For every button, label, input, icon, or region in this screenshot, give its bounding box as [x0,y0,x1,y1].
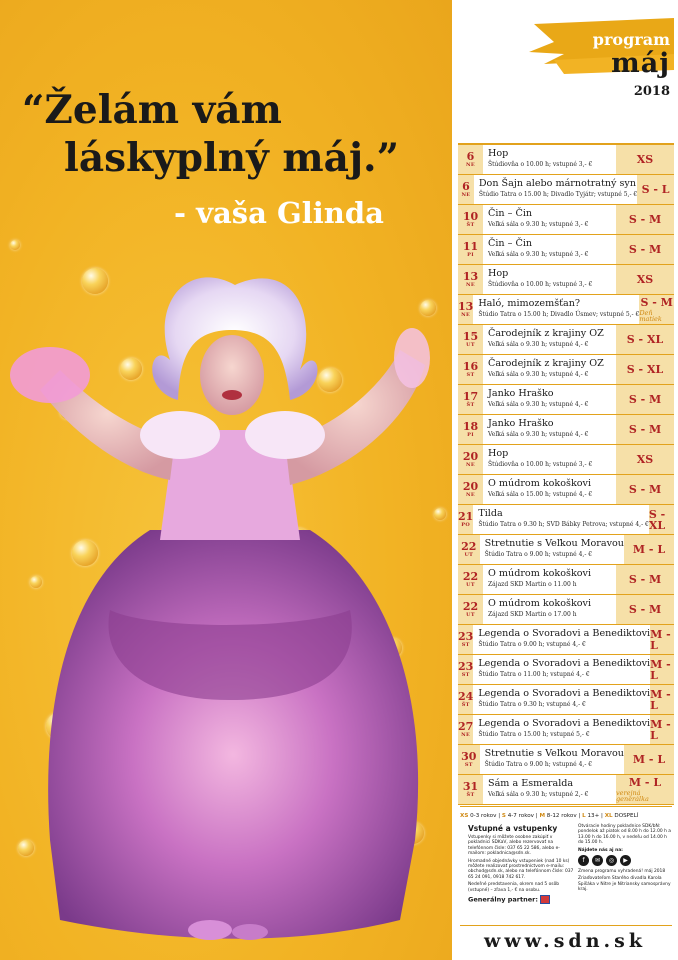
event-weekday: NE [466,492,475,498]
event-date [458,775,483,804]
program-row [458,445,674,475]
program-row [458,175,674,205]
event-age-range: XS [636,153,654,166]
event-day: 20 [462,480,479,493]
legend-key-xl: XL [604,813,613,819]
event-weekday: ST [466,372,475,378]
event-info [483,385,616,414]
hours-paragraph: Otváracie hodiny pokladnice SDK/bN: pondelok až piatok od 8.00 h do 12.00 h a 13.00 h do 16.00 h, v nedeľu od 14.00 h do 15.00 h. [578,824,671,846]
event-weekday: ST [461,672,470,678]
event-info [480,535,624,564]
event-title: Haló, mimozemšťan? [478,298,581,309]
event-age [637,175,674,204]
event-age [616,775,674,804]
event-detail: Veľká sála o 9.30 h; vstupné 3,- € [488,251,589,258]
event-note: Deň matiek [639,308,662,323]
event-detail: Veľká sála o 9.30 h; vstupné 4,- € [488,401,589,408]
event-age [650,715,674,744]
event-date [458,265,483,294]
legend-text-s: 4-7 rokov [507,813,534,819]
event-day: 27 [458,720,474,733]
event-age [616,235,674,264]
event-date [458,625,473,654]
program-row [458,595,674,625]
event-day: 17 [462,390,479,403]
event-day: 31 [462,780,479,793]
program-row [458,505,674,535]
event-info [483,475,616,504]
event-date [458,355,483,384]
event-date [458,595,483,624]
event-age-range: S - M [628,243,662,256]
event-info [483,775,616,804]
event-date [458,565,483,594]
event-detail: Štúdio Tatra o 9.30 h; vstupné 4,- € [478,701,586,708]
event-title: Tilda [478,508,503,519]
event-age-range: S - M [628,393,662,406]
event-date [458,415,483,444]
event-day: 22 [462,570,479,583]
event-info [483,145,616,174]
event-info [473,685,650,714]
event-age [616,355,674,384]
event-title: Stretnutie s Veľkou Moravou [484,538,624,549]
badge-year: 2018 [633,84,670,99]
event-age-range: S - M [640,295,673,309]
event-detail: Štúdio Tatra o 15.00 h; Divadlo Úsmev; vstupné 5,- € [478,311,640,318]
event-age [616,445,674,474]
program-row [458,325,674,355]
event-weekday: NE [466,282,475,288]
headline-line-1: “Želám vám [22,87,282,133]
event-date [458,745,480,774]
event-title: Janko Hraško [488,388,554,399]
event-age-range: S - L [641,183,670,196]
program-row [458,655,674,685]
event-day: 6 [462,180,470,193]
tickets-paragraph: Hromadné objednávky vstupeniek (nad 10 ks) môžete realizovať prostredníctvom e-mailu: obchod@sdn.sk, alebo na telefónnom čísle: 037 65 24 091, 0918 742 617. [468,858,574,880]
event-info [483,595,616,624]
event-day: 24 [458,690,474,703]
event-info [483,235,616,264]
event-weekday: ST [464,762,473,768]
event-weekday: NE [461,732,471,738]
event-day: 20 [462,450,479,463]
event-title: Hop [488,268,509,279]
legend-text-l: 13+ [587,813,600,819]
hours-info [578,824,672,895]
program-row [458,775,674,805]
event-title: O múdrom kokoškovi [488,598,592,609]
event-date [458,475,483,504]
event-title: Čarodejník z krajiny OZ [488,358,604,369]
event-weekday: NE [461,312,471,318]
event-title: Legenda o Svoradovi a Benediktovi [478,628,651,639]
event-day: 10 [462,210,479,223]
event-age [616,265,674,294]
headline [22,86,442,182]
event-weekday: ST [461,642,470,648]
event-info [473,655,650,684]
event-age-range: M - L [650,687,671,712]
legend-text-m: 8-12 rokov [546,813,577,819]
event-age-range: M - L [628,775,662,789]
program-row [458,475,674,505]
event-day: 18 [462,420,479,433]
event-detail: Veľká sála o 9.30 h; vstupné 4,- € [488,341,589,348]
event-detail: Štúdio Tatra o 9.30 h; SVD Bábky Petrova; vstupné 4,- € [478,521,649,528]
tickets-title: Vstupné a vstupenky [468,824,558,833]
event-day: 13 [458,300,474,313]
event-weekday: NE [461,192,471,198]
event-title: Čarodejník z krajiny OZ [488,328,604,339]
program-row [458,145,674,175]
event-title: Čin – Čin [488,208,533,219]
program-row [458,355,674,385]
event-age-range: S - M [628,603,662,616]
event-day: 22 [461,540,477,553]
event-date [458,715,473,744]
program-table [458,143,674,805]
footer-divider [460,925,672,926]
instagram-icon[interactable]: ◎ [606,855,617,866]
event-age [650,685,674,714]
event-weekday: PI [467,252,474,258]
website-link[interactable]: www.sdn.sk [483,930,647,952]
event-age [616,385,674,414]
email-icon[interactable]: ✉ [592,855,603,866]
event-day: 15 [462,330,479,343]
follow-label: Nájdete nás aj na: [578,847,623,853]
event-age-range: M - L [632,753,666,766]
event-age-range: M - L [650,627,671,652]
event-age [616,415,674,444]
event-date [458,385,483,414]
event-day: 23 [458,660,474,673]
event-title: O múdrom kokoškovi [488,568,592,579]
event-age [616,145,674,174]
event-date [458,505,473,534]
event-weekday: PO [461,522,471,528]
event-age [624,745,674,774]
event-title: Hop [488,448,509,459]
legend-key-xs: XS [460,813,469,819]
partner-logo-icon [540,895,550,904]
legend-text-xs: 0-3 rokov [470,813,497,819]
event-detail: Štúdio Tatra o 15.00 h; Divadlo Tyjátr; vstupné 5,- € [478,191,638,198]
event-weekday: ŠT [466,222,475,228]
program-row [458,745,674,775]
event-title: Don Šajn alebo márnotratný syn [478,178,637,189]
event-detail: Štúdiovňa o 10.00 h; vstupné 3,- € [488,461,593,468]
event-age-range: S - M [628,573,662,586]
event-date [458,445,483,474]
headline-line-2: láskyplný máj.” [64,135,400,181]
program-row [458,715,674,745]
event-date [458,205,483,234]
event-weekday: ŠT [461,702,470,708]
badge-program-label: program [592,30,670,49]
event-date [458,175,474,204]
event-info [483,415,616,444]
event-age [649,505,674,534]
event-age [639,295,674,324]
event-note: verejná generálka [616,788,649,803]
partner-text: Generálny partner: [468,895,538,904]
event-weekday: NE [466,462,475,468]
event-age [616,325,674,354]
event-detail: Veľká sála o 15.00 h; vstupné 4,- € [488,491,593,498]
program-row [458,565,674,595]
event-info [473,625,650,654]
tickets-paragraph: Nedeľné predstavenia, okrem nad 5 osôb (vstupné) – zľava 1,- € na osobu. [468,882,560,893]
event-age-range: M - L [650,657,671,682]
event-detail: Štúdio Tatra o 11.00 h; vstupné 4,- € [478,671,590,678]
event-title: Legenda o Svoradovi a Benediktovi [478,658,651,669]
event-day: 22 [462,600,479,613]
event-day: 16 [462,360,479,373]
event-info [483,325,616,354]
event-detail: Veľká sála o 9.30 h; vstupné 3,- € [488,221,589,228]
event-detail: Veľká sála o 9.30 h; vstupné 2,- € [488,791,589,798]
event-age-range: M - L [650,717,671,742]
event-day: 21 [458,510,474,523]
event-detail: Veľká sála o 9.30 h; vstupné 4,- € [488,371,589,378]
event-weekday: UT [466,582,475,588]
event-day: 13 [462,270,479,283]
event-info [473,505,649,534]
event-title: Sám a Esmeralda [488,778,574,789]
event-weekday: UT [464,552,474,558]
event-age-range: S - M [628,483,662,496]
event-age-range: S - M [628,423,662,436]
program-row [458,265,674,295]
event-detail: Štúdio Tatra o 9.00 h; vstupné 4,- € [484,551,593,558]
event-title: Stretnutie s Veľkou Moravou [484,748,624,759]
legend-key-m: M [539,813,546,819]
info-block [460,824,672,920]
youtube-icon[interactable]: ▶ [620,855,631,866]
event-info [483,355,616,384]
event-day: 11 [462,240,479,253]
legend-text-xl: DOSPELÍ [614,813,639,819]
social-icons [578,855,672,866]
event-detail: Štúdio Tatra o 15.00 h; vstupné 5,- € [478,731,590,738]
headline-signature: - vaša Glinda [174,196,384,230]
event-age [616,595,674,624]
event-age [650,625,674,654]
event-day: 23 [458,630,474,643]
tickets-paragraph: Vstupenky si môžete osobne zakúpiť v pokladnici SDKaV, alebo rezervovať na telefónnom čísle: 037 65 22 586, alebo e-mailom: pokladnica@sdn.sk. [468,835,560,857]
event-date [458,235,483,264]
event-age [650,655,674,684]
event-info [474,175,637,204]
event-title: Janko Hraško [488,418,554,429]
event-weekday: ŠT [466,792,475,798]
general-partner-label [468,895,574,904]
event-age-range: S - M [628,213,662,226]
event-detail: Štúdiovňa o 10.00 h; vstupné 3,- € [488,281,593,288]
program-row [458,235,674,265]
event-date [458,535,480,564]
glinda-figure-image [0,280,452,960]
event-detail: Štúdiovňa o 10.00 h; vstupné 3,- € [488,161,593,168]
facebook-icon[interactable]: f [578,855,589,866]
event-age [616,205,674,234]
bubble-decoration [10,240,20,250]
event-detail: Zájazd SKD Martin o 11.00 h [488,581,577,588]
program-row [458,535,674,565]
age-legend: XS 0-3 rokov | S 4-7 rokov | M 8-12 rokov | L 13+ | XL DOSPELÍ [460,806,672,819]
event-detail: Zájazd SKD Martin o 17.00 h [488,611,577,618]
tickets-info [468,824,574,904]
event-age-range: XS [636,273,654,286]
event-title: Hop [488,148,509,159]
event-age-range: S - XL [648,507,666,532]
program-row [458,205,674,235]
event-weekday: UT [466,342,475,348]
program-row [458,625,674,655]
event-age [616,565,674,594]
event-day: 6 [466,150,475,163]
event-weekday: NE [466,162,475,168]
event-detail: Veľká sála o 9.30 h; vstupné 4,- € [488,431,589,438]
event-info [483,565,616,594]
event-weekday: UT [466,612,475,618]
event-age-range: XS [636,453,654,466]
event-age-range: M - L [632,543,666,556]
event-age-range: S - XL [626,333,664,346]
event-day: 30 [461,750,477,763]
program-row [458,415,674,445]
event-age [616,475,674,504]
event-age [624,535,674,564]
legend-key-l: L [582,813,586,819]
event-info [473,295,639,324]
event-title: O múdrom kokoškovi [488,478,592,489]
event-info [473,715,650,744]
badge-month: máj [611,48,670,79]
event-info [483,205,616,234]
event-detail: Štúdio Tatra o 9.00 h; vstupné 4,- € [478,641,586,648]
program-change-note: Zmena programu vyhradená! máj 2018 [578,869,666,875]
event-date [458,685,473,714]
event-info [480,745,624,774]
legend-key-s: S [501,813,506,819]
event-weekday: ŠT [466,402,475,408]
founder-note: Zriaďovateľom Starého divadla Karola Spišáka v Nitre je Nitriansky samosprávny kraj. [578,876,671,893]
event-weekday: PI [467,432,474,438]
program-row [458,385,674,415]
program-row [458,295,674,325]
event-age-range: S - XL [626,363,664,376]
program-row [458,685,674,715]
event-date [458,655,473,684]
program-column [452,0,678,960]
event-title: Legenda o Svoradovi a Benediktovi [478,688,651,699]
event-detail: Štúdio Tatra o 9.00 h; vstupné 4,- € [484,761,593,768]
event-date [458,325,483,354]
event-info [483,265,616,294]
event-title: Čin – Čin [488,238,533,249]
event-date [458,145,483,174]
event-info [483,445,616,474]
event-date [458,295,473,324]
event-title: Legenda o Svoradovi a Benediktovi [478,718,651,729]
